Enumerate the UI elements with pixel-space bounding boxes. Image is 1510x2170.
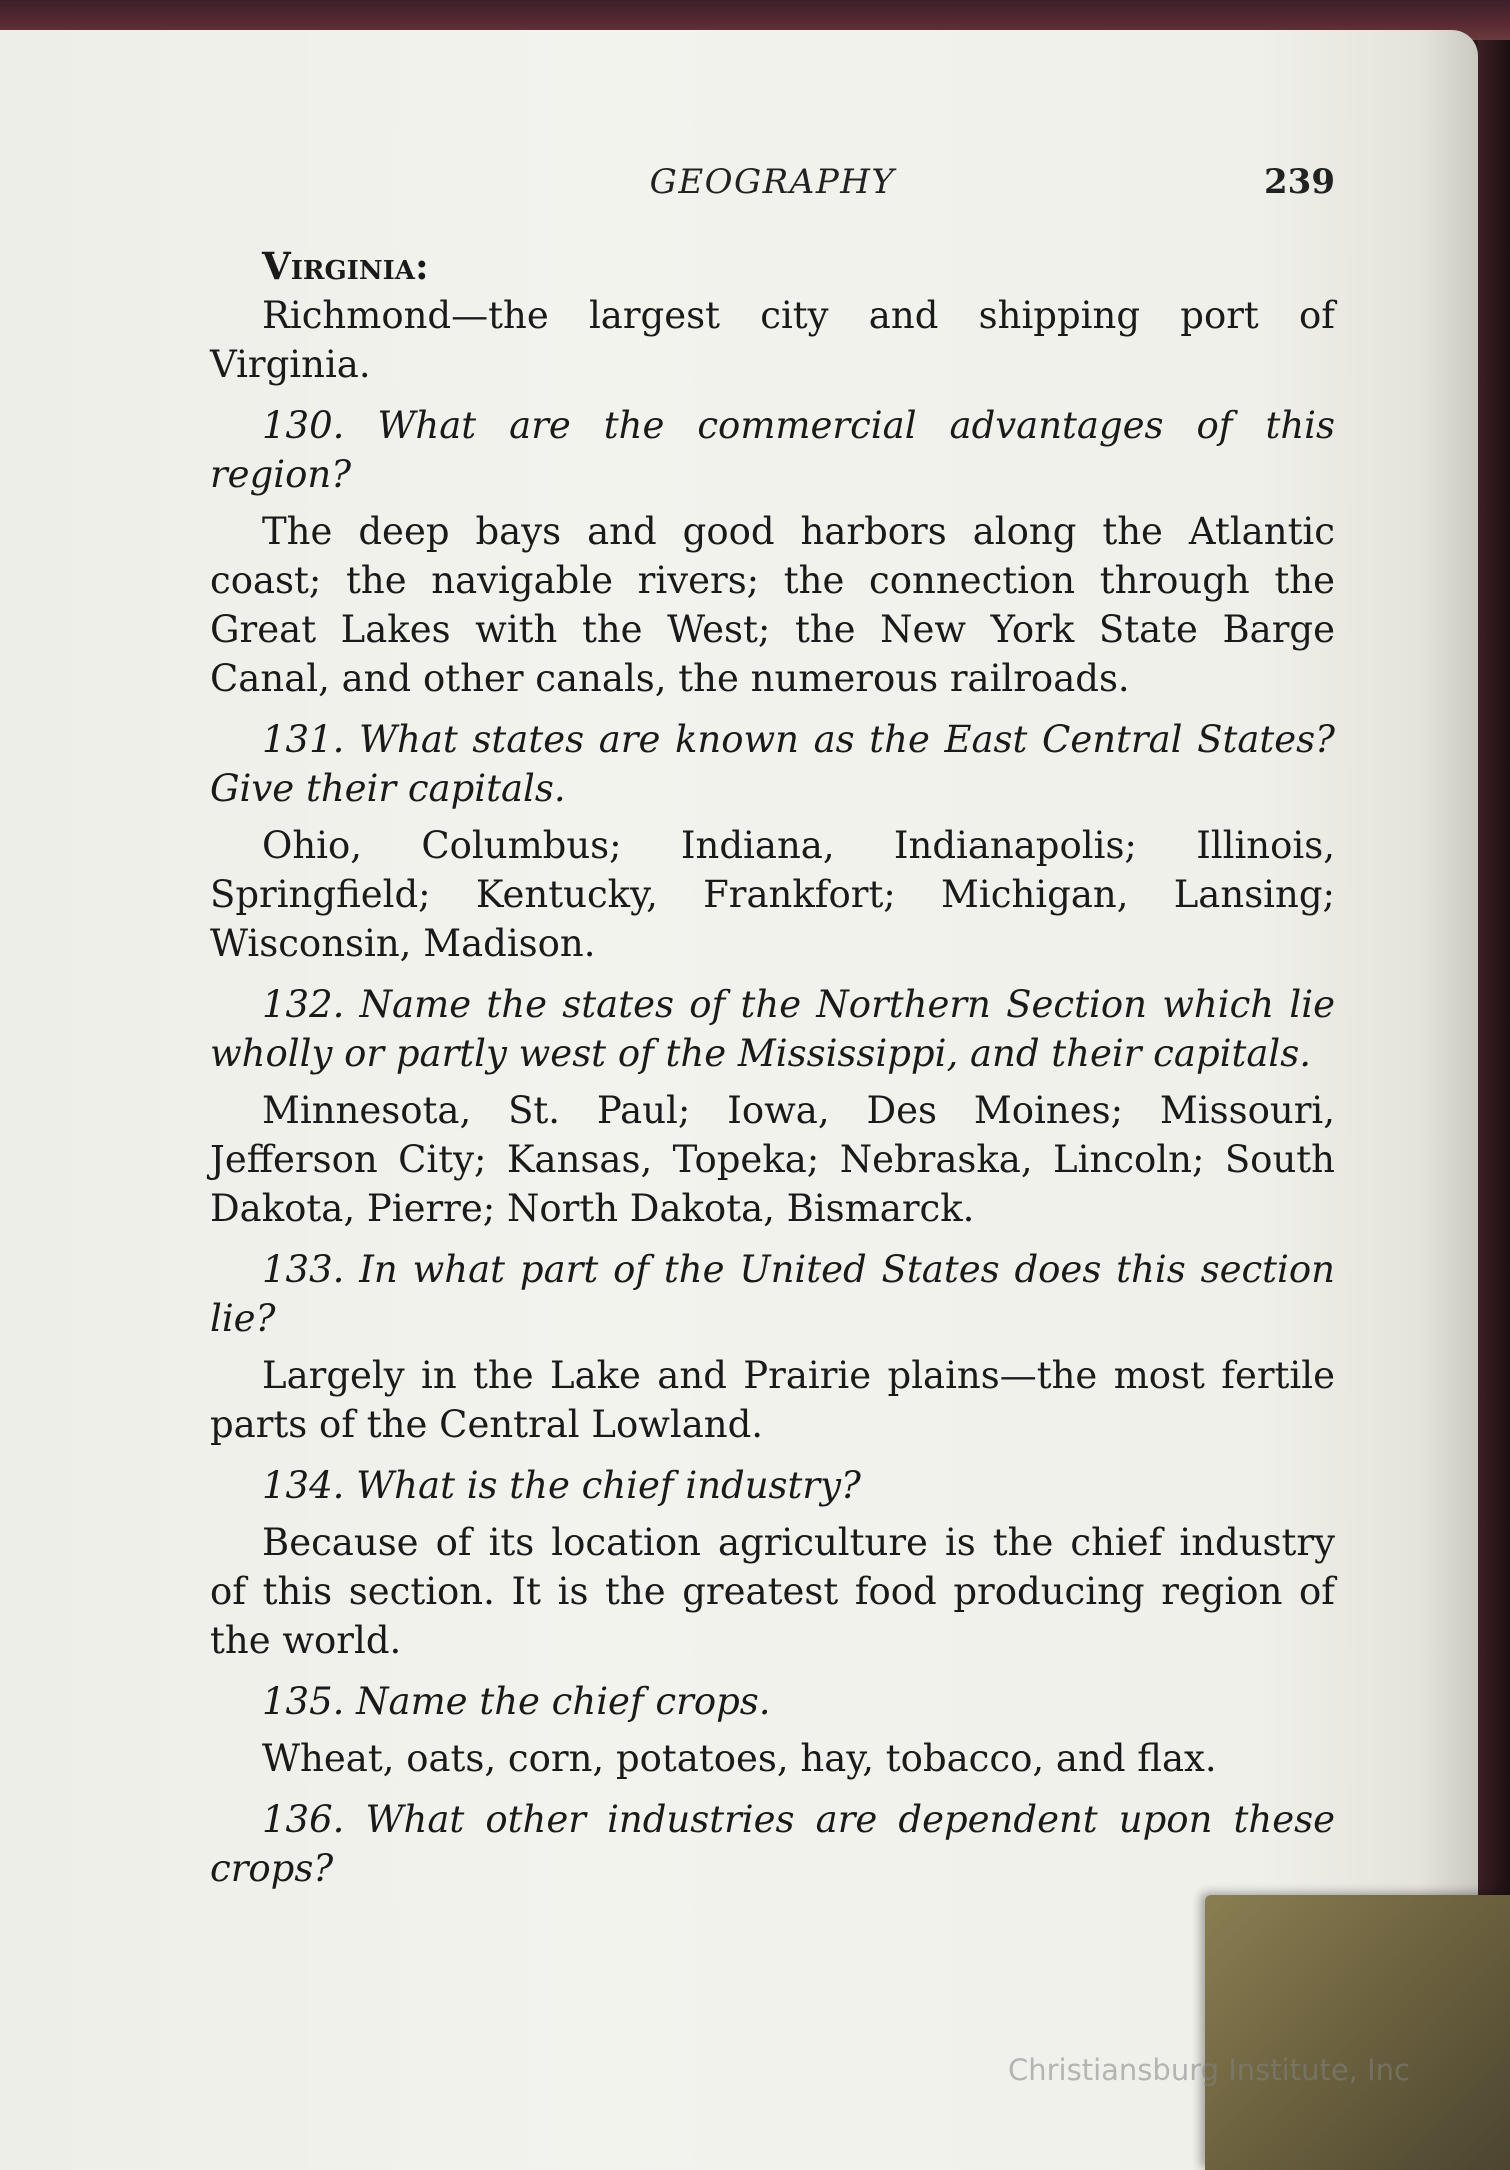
question-131: 131. What states are known as the East Central States? Give their capitals.	[210, 718, 1335, 810]
answer-132: Minnesota, St. Paul; Iowa, Des Moines; Missouri, Jefferson City; Kansas, Topeka; Nebraska, Lincoln; South Dakota, Pierre; North Dakota, Bismarck.	[210, 1089, 1335, 1230]
watermark: Christiansburg Institute, Inc	[1008, 2053, 1410, 2087]
question-130: 130. What are the commercial advantages of this region?	[210, 404, 1335, 496]
page-text	[210, 242, 1335, 1901]
question-133: 133. In what part of the United States does this section lie?	[210, 1248, 1335, 1340]
answer-133: Largely in the Lake and Prairie plains—the most fertile parts of the Central Lowland.	[210, 1354, 1335, 1446]
answer-135: Wheat, oats, corn, potatoes, hay, tobacco, and flax.	[262, 1737, 1217, 1780]
page-number: 239	[1264, 162, 1335, 202]
running-title: GEOGRAPHY	[649, 162, 896, 202]
page-weight-block	[1205, 1895, 1510, 2170]
answer-130: The deep bays and good harbors along the Atlantic coast; the navigable rivers; the connection through the Great Lakes with the West; the New York State Barge Canal, and other canals, the numerous railroads.	[210, 510, 1335, 700]
section-heading: Virginia:	[262, 244, 429, 288]
question-134: 134. What is the chief industry?	[262, 1464, 861, 1507]
running-head	[210, 162, 1335, 206]
question-132: 132. Name the states of the Northern Section which lie wholly or partly west of the Mississippi, and their capitals.	[210, 983, 1335, 1075]
book-spine-edge	[1478, 40, 1510, 2170]
intro-paragraph: Richmond—the largest city and shipping port of Virginia.	[210, 294, 1335, 386]
answer-131: Ohio, Columbus; Indiana, Indianapolis; Illinois, Springfield; Kentucky, Frankfort; Michigan, Lansing; Wisconsin, Madison.	[210, 824, 1335, 965]
question-136: 136. What other industries are dependent upon these crops?	[210, 1798, 1335, 1890]
question-135: 135. Name the chief crops.	[262, 1680, 771, 1723]
answer-134: Because of its location agriculture is the chief industry of this section. It is the greatest food producing region of the world.	[210, 1521, 1335, 1662]
